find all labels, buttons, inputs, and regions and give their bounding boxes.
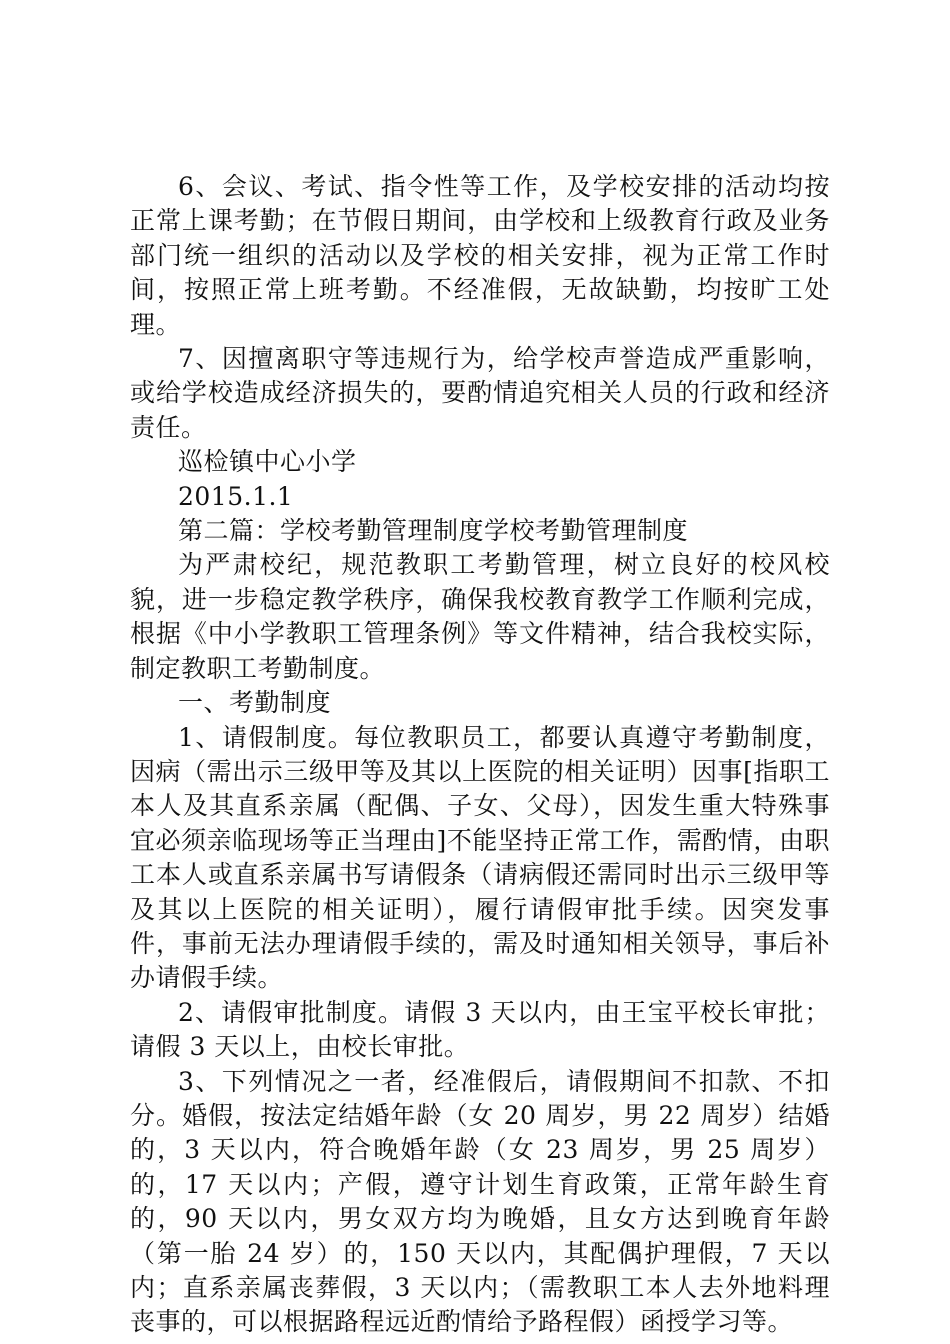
signature-school: 巡检镇中心小学 bbox=[178, 447, 357, 477]
document-body bbox=[130, 170, 830, 1340]
paragraph-item-7: 7、因擅离职守等违规行为，给学校声誉造成严重影响，或给学校造成经济损失的，要酌情追究相关人员的行政和经济责任。 bbox=[130, 344, 830, 442]
paragraph-leave-approval: 2、请假审批制度。请假 3 天以内，由王宝平校长审批；请假 3 天以上，由校长审批。 bbox=[130, 997, 830, 1062]
paragraph-item-6: 6、会议、考试、指令性等工作，及学校安排的活动均按正常上课考勤；在节假日期间，由学校和上级教育行政及业务部门统一组织的活动以及学校的相关安排，视为正常工作时间，按照正常上班考勤。不经准假，无故缺勤，均按旷工处理。 bbox=[130, 172, 830, 339]
intro-paragraph: 为严肃校纪，规范教职工考勤管理，树立良好的校风校貌，进一步稳定教学秩序，确保我校教育教学工作顺利完成，根据《中小学教职工管理条例》等文件精神，结合我校实际，制定教职工考勤制度。 bbox=[130, 550, 830, 683]
signature-date: 2015.1.1 bbox=[178, 481, 294, 511]
paragraph-paid-leave: 3、下列情况之一者，经准假后，请假期间不扣款、不扣分。婚假，按法定结婚年龄（女 20 周岁，男 22 周岁）结婚的，3 天以内，符合晚婚年龄（女 23 周岁，男 25 周岁）的，17 天以内；产假，遵守计划生育政策，正常年龄生育的，90 天以内，男女双方均为晚婚，且女方达到晚育年龄（第一胎 24 岁）的，150 天以内，其配偶护理假，7 天以内；直系亲属丧葬假，3 天以内；（需教职工本人去外地料理丧事的，可以根据路程远近酌情给予路程假）函授学习等。 bbox=[130, 1066, 830, 1337]
section-title: 第二篇：学校考勤管理制度学校考勤管理制度 bbox=[178, 516, 689, 546]
paragraph-leave-system: 1、请假制度。每位教职员工，都要认真遵守考勤制度，因病（需出示三级甲等及其以上医院的相关证明）因事[指职工本人及其直系亲属（配偶、子女、父母），因发生重大特殊事宜必须亲临现场等正当理由]不能坚持正常工作，需酌情，由职工本人或直系亲属书写请假条（请病假还需同时出示三级甲等及其以上医院的相关证明），履行请假审批手续。因突发事件，事前无法办理请假手续的，需及时通知相关领导，事后补办请假手续。 bbox=[130, 722, 830, 993]
section-heading: 一、考勤制度 bbox=[178, 688, 332, 718]
